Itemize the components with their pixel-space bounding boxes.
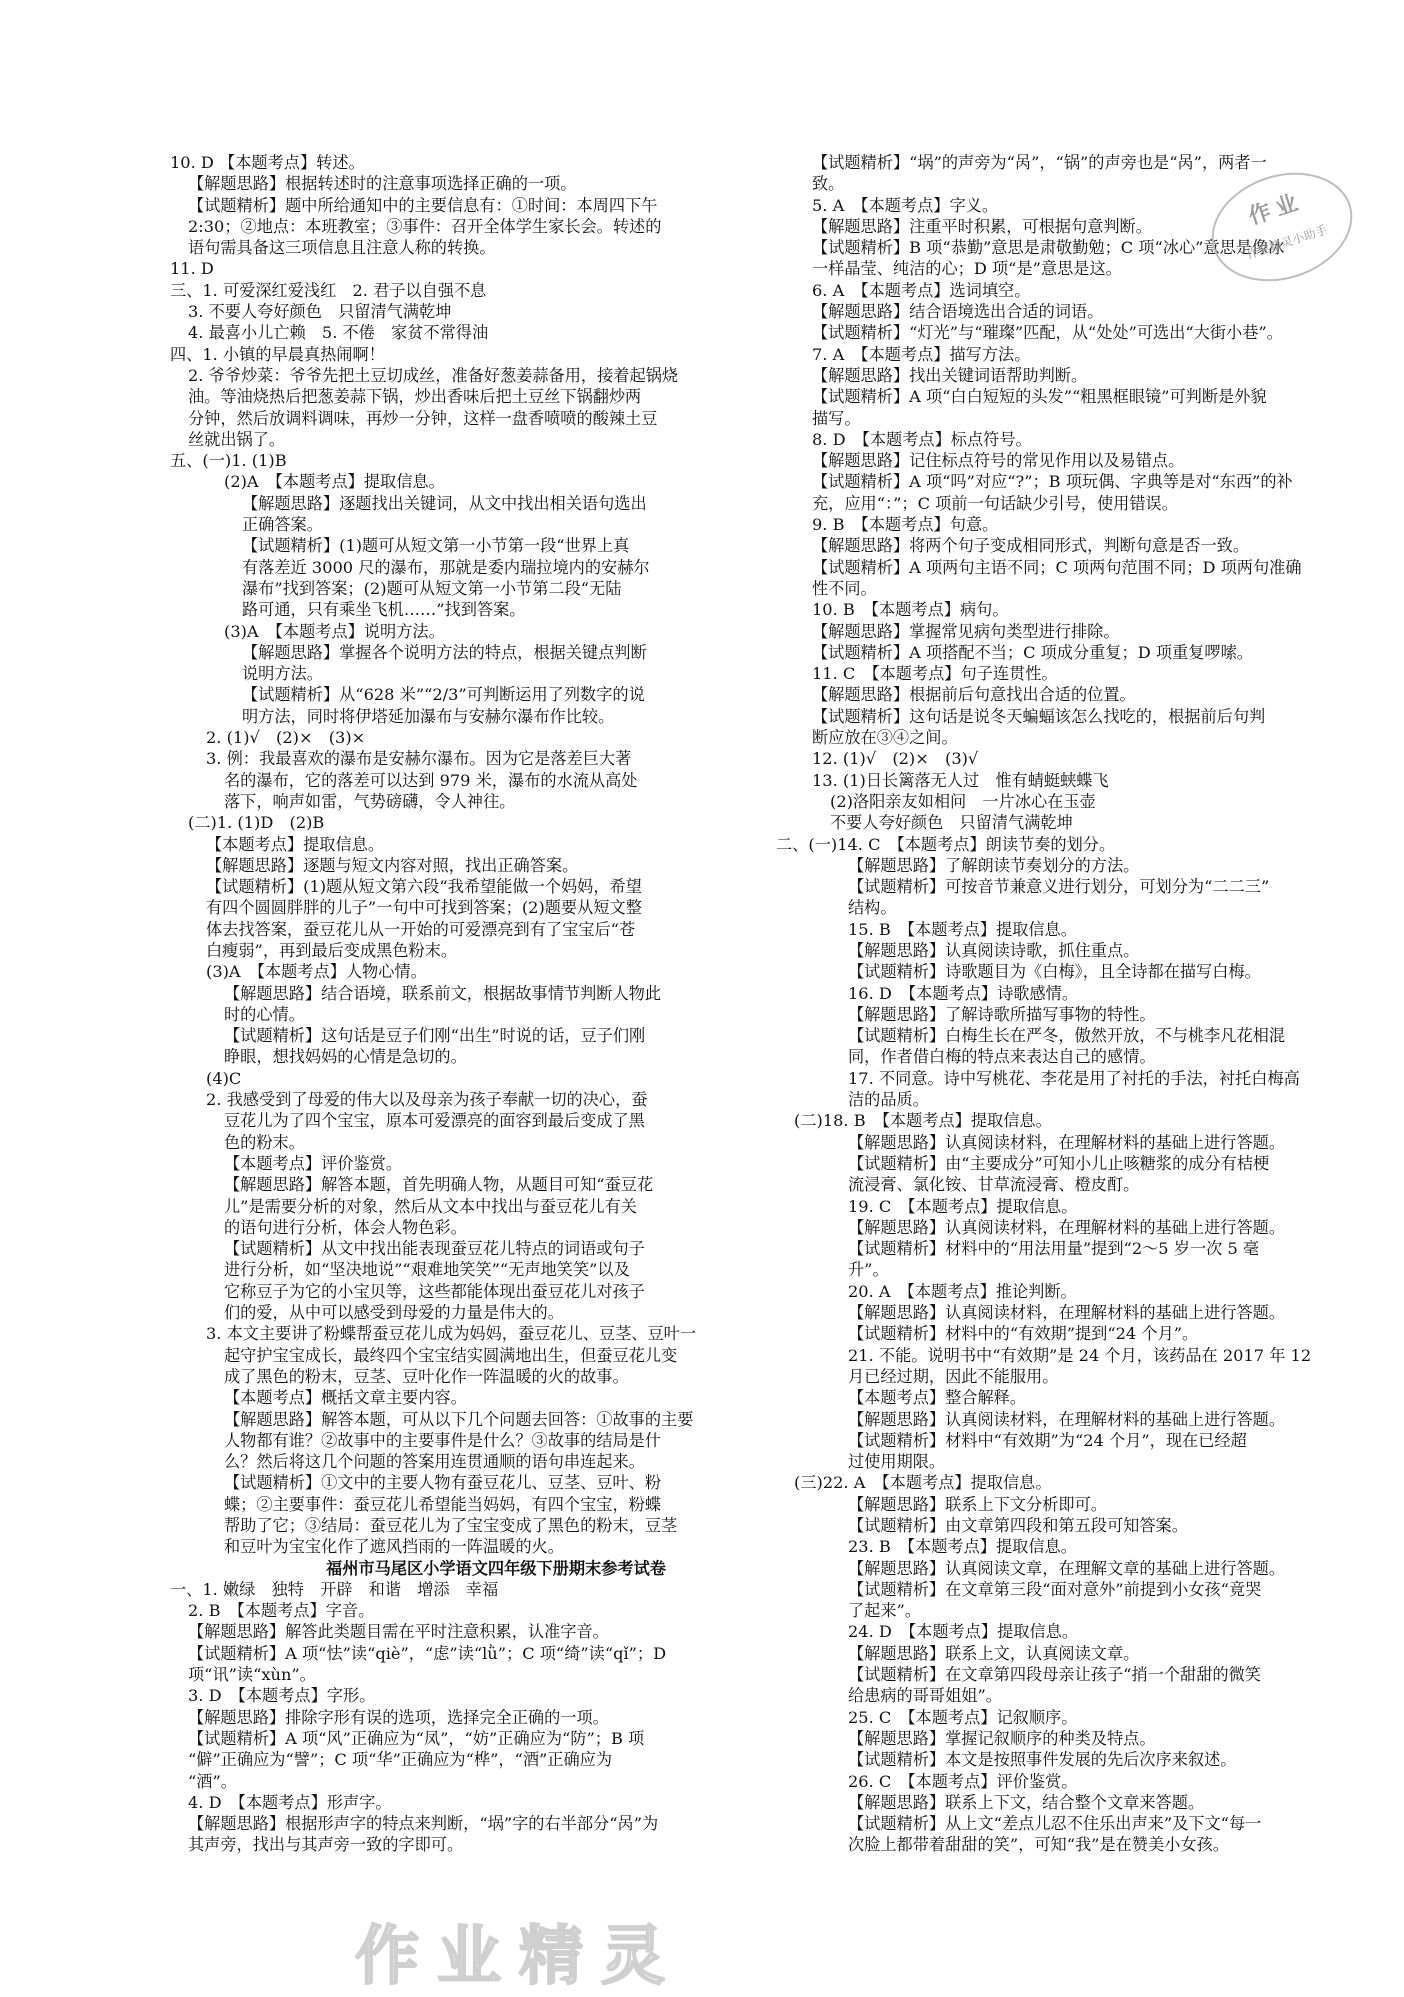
answer-line: 【解题思路】根据转述时的注意事项选择正确的一项。 [188,174,577,194]
answer-line: 【解题思路】掌握常见病句类型进行排除。 [812,621,1120,641]
answer-line: 23. B 【本题考点】提取信息。 [848,1537,1077,1557]
answer-line: 【解题思路】排除字形有误的选项，选择完全正确的一项。 [188,1707,609,1727]
answer-line: 【试题精析】A 项“白白短短的头发”“粗黑框眼镜”可判断是外貌 [812,387,1267,407]
answer-line: 【解题思路】联系上下文，结合整个文章来答题。 [848,1792,1205,1812]
answer-line: 11. C 【本题考点】句子连贯性。 [812,664,1058,684]
answer-line: 【解题思路】注重平时积累，可根据句意判断。 [812,216,1152,236]
answer-line: 3. 例：我最喜欢的瀑布是安赫尔瀑布。因为它是落差巨大著 [206,749,632,769]
answer-line: 有四个圆圆胖胖的儿子”一句中可找到答案；(2)题要从短文整 [206,898,642,918]
answer-line: 【试题精析】材料中的“用法用量”提到“2～5 岁一次 5 毫 [848,1239,1260,1259]
answer-line: 20. A 【本题考点】推论判断。 [848,1281,1077,1301]
answer-line: 【解题思路】掌握记叙顺序的种类及特点。 [848,1728,1156,1748]
answer-line: (二)18. B 【本题考点】提取信息。 [794,1111,1052,1131]
answer-line: 2:30；②地点：本班教室；③事件：召开全体学生家长会。转述的 [188,216,662,236]
answer-line: 和豆叶为宝宝化作了遮风挡雨的一阵温暖的火。 [224,1537,564,1557]
answer-line: 么？然后将这几个问题的答案用连贯通顺的语句串连起来。 [224,1452,645,1472]
answer-line: 路可通，只有乘坐飞机……”找到答案。 [242,600,526,620]
answer-line: 一样晶莹、纯洁的心；D 项“是”意思是这。 [812,259,1122,279]
answer-line: 【解题思路】根据形声字的特点来判断，“埚”字的右半部分“呙”为 [188,1814,659,1834]
answer-line: 15. B 【本题考点】提取信息。 [848,919,1077,939]
exam-title: 福州市马尾区小学语文四年级下册期末参考试卷 [326,1558,666,1578]
answer-line: 【解题思路】联系上下文分析即可。 [848,1494,1107,1514]
answer-line: 5. A 【本题考点】字义。 [812,195,999,215]
answer-line: 【试题精析】A 项搭配不当；C 项成分重复；D 项重复啰嗦。 [812,642,1253,662]
answer-line: 【试题精析】本文是按照事件发展的先后次序来叙述。 [848,1750,1237,1770]
answer-line: 洁的品质。 [848,1090,929,1110]
answer-line: 断应放在③④之间。 [812,728,958,748]
answer-line: 过使用期限。 [848,1452,946,1472]
answer-line: 充，应用“：”；C 项前一句话缺少引号，使用错误。 [812,493,1178,513]
answer-line: 3. D 【本题考点】字形。 [188,1686,376,1706]
answer-line: (二)1. (1)D (2)B [188,813,325,833]
answer-line: 【试题精析】①文中的主要人物有蚕豆花儿、豆茎、豆叶、粉 [224,1473,662,1493]
answer-line: 2. 我感受到了母爱的伟大以及母亲为孩子奉献一切的决心，蚕 [206,1090,648,1110]
answer-line: (2)洛阳亲友如相问 一片冰心在玉壶 [830,791,1096,811]
answer-line: 它称豆子为它的小宝贝等，这些都能体现出蚕豆花儿对孩子 [224,1281,645,1301]
answer-line: 【试题精析】A 项“怯”读“qiè”，“虑”读“lǜ”；C 项“绮”读“qǐ”；D [188,1643,667,1663]
answer-line: 【试题精析】“埚”的声旁为“呙”，“锅”的声旁也是“呙”，两者一 [812,153,1267,172]
answer-line: 【解题思路】解答本题，首先明确人物，从题目可知“蚕豆花 [224,1175,654,1195]
answer-line: 12. (1)√ (2)× (3)√ [812,749,979,769]
answer-line: 【试题精析】在文章第三段“面对意外”前提到小女孩“竟哭 [848,1579,1262,1599]
answer-line: 【试题精析】可按音节兼意义进行划分，可划分为“二二三” [848,877,1270,897]
answer-line: 儿”是需要分析的对象，然后从文本中找出与蚕豆花儿有关 [224,1196,637,1216]
answer-line: 【本题考点】概括文章主要内容。 [224,1388,467,1408]
answer-line: “酒”。 [188,1771,237,1791]
answer-line: 【解题思路】认真阅读材料，在理解材料的基础上进行答题。 [848,1303,1286,1323]
right-column [776,152,1340,1856]
answer-line: (三)22. A 【本题考点】提取信息。 [794,1473,1052,1493]
answer-line: 9. B 【本题考点】句意。 [812,515,999,535]
answer-line: 25. C 【本题考点】记叙顺序。 [848,1707,1078,1727]
answer-line: 【解题思路】找出关键词语帮助判断。 [812,365,1088,385]
answer-line: 白瘦弱”，再到最后变成黑色粉末。 [206,940,458,960]
answer-line: 【试题精析】题中所给通知中的主要信息有：①时间：本周四下午 [188,195,658,215]
answer-line: 【试题精析】由“主要成分”可知小儿止咳糖浆的成分有桔梗 [848,1153,1270,1173]
answer-line: 【试题精析】材料中的“有效期”提到“24 个月”。 [848,1324,1199,1344]
answer-line: 【试题精析】在文章第四段母亲让孩子“捎一个甜甜的微笑 [848,1665,1261,1685]
left-column [170,152,762,1856]
answer-line: 人物都有谁？②故事中的主要事件是什么？③故事的结局是什 [224,1430,662,1450]
answer-line: 有落差近 3000 尺的瀑布，那就是委内瑞拉境内的安赫尔 [242,557,650,577]
answer-line: 明方法，同时将伊塔延加瀑布与安赫尔瀑布作比较。 [242,706,615,726]
answer-line: 【解题思路】了解朗读节奏划分的方法。 [848,855,1140,875]
answer-line: 3. 不要人夸好颜色 只留清气满乾坤 [188,302,452,322]
answer-line: 睁眼，想找妈妈的心情是急切的。 [224,1047,467,1067]
answer-line: (4)C [206,1068,242,1088]
answer-line: 丝就出锅了。 [188,429,286,449]
stamp-line-1: 作业 [1245,188,1307,230]
answer-line: 描写。 [812,408,861,428]
answer-line: 24. D 【本题考点】提取信息。 [848,1622,1079,1642]
answer-line: 三、1. 可爱深红爱浅红 2. 君子以自强不息 [170,280,487,300]
answer-line: 【试题精析】诗歌题目为《白梅》，且全诗都在描写白梅。 [848,962,1261,982]
answer-line: 【试题精析】白梅生长在严冬，傲然开放，不与桃李凡花相混 [848,1026,1286,1046]
answer-line: 同，作者借白梅的特点来表达自己的感情。 [848,1047,1156,1067]
answer-line: 油。等油烧热后把葱姜蒜下锅，炒出香味后把土豆丝下锅翻炒两 [188,387,642,407]
answer-line: 【本题考点】整合解释。 [848,1388,1027,1408]
answer-line: 说明方法。 [242,664,323,684]
answer-line: 【试题精析】“灯光”与“璀璨”匹配，从“处处”可选出“大街小巷”。 [812,323,1283,343]
answer-line: 一、1. 嫩绿 独特 开辟 和谐 增添 幸福 [170,1579,499,1599]
answer-line: 【试题精析】(1)题从短文第六段“我希望能做一个妈妈，希望 [206,877,642,897]
answer-line: 【解题思路】联系上文，认真阅读文章。 [848,1643,1140,1663]
answer-line: 起守护宝宝成长，最终四个宝宝结实圆满地出生，但蚕豆花儿变 [224,1345,678,1365]
answer-line: 8. D 【本题考点】标点符号。 [812,429,1032,449]
answer-line: 3. 本文主要讲了粉蝶帮蚕豆花儿成为妈妈，蚕豆花儿、豆茎、豆叶一 [206,1324,697,1344]
answer-line: 其声旁，找出与其声旁一致的字即可。 [188,1835,464,1855]
answer-line: (3)A 【本题考点】人物心情。 [206,962,427,982]
answer-line: 四、1. 小镇的早晨真热闹啊！ [170,344,385,364]
answer-line: (2)A 【本题考点】提取信息。 [224,472,445,492]
answer-line: 7. A 【本题考点】描写方法。 [812,344,1031,364]
answer-line: 不要人夸好颜色 只留清气满乾坤 [830,813,1073,833]
answer-line: 蝶；②主要事件：蚕豆花儿希望能当妈妈，有四个宝宝，粉蝶 [224,1494,662,1514]
answer-line: 【试题精析】从文中找出能表现蚕豆花儿特点的词语或句子 [224,1239,645,1259]
answer-line: (3)A 【本题考点】说明方法。 [224,621,445,641]
answer-line: 【解题思路】掌握各个说明方法的特点，根据关键点判断 [242,642,647,662]
answer-line: 【本题考点】提取信息。 [206,834,385,854]
answer-line: 17. 不同意。诗中写桃花、李花是用了衬托的手法，衬托白梅高 [848,1068,1300,1088]
answer-line: 10. B 【本题考点】病句。 [812,600,1009,620]
answer-line: 二、(一)14. C 【本题考点】朗读节奏的划分。 [776,834,1116,854]
answer-line: 正确答案。 [242,515,323,535]
answer-line: 4. 最喜小儿亡赖 5. 不倦 家贫不常得油 [188,323,489,343]
answer-line: 【试题精析】这句话是说冬天蝙蝠该怎么找吃的，根据前后句判 [812,706,1266,726]
answer-line: 19. C 【本题考点】提取信息。 [848,1196,1078,1216]
answer-line: 【解题思路】根据前后句意找出合适的位置。 [812,685,1136,705]
answer-line: 的语句进行分析，体会人物色彩。 [224,1217,467,1237]
answer-line: 时的心情。 [224,1004,305,1024]
answer-line: 【试题精析】A 项两句主语不同；C 项两句范围不同；D 项两句准确 [812,557,1302,577]
answer-line: 【解题思路】认真阅读材料，在理解材料的基础上进行答题。 [848,1409,1286,1429]
answer-line: 【试题精析】由文章第四段和第五段可知答案。 [848,1516,1188,1535]
answer-line: 【解题思路】认真阅读材料，在理解材料的基础上进行答题。 [848,1132,1286,1152]
answer-line: 进行分析，如“坚决地说”“艰难地笑笑”“无声地笑笑”以及 [224,1260,630,1280]
answer-line: 致。 [812,174,845,194]
answer-line: 【解题思路】将两个句子变成相同形式，判断句意是否一致。 [812,536,1250,556]
answer-line: 语句需具备这三项信息且注意人称的转换。 [188,238,496,258]
answer-line: 4. D 【本题考点】形声字。 [188,1792,392,1812]
answer-line: 【解题思路】认真阅读材料，在理解材料的基础上进行答题。 [848,1217,1286,1237]
answer-line: 【解题思路】记住标点符号的常见作用以及易错点。 [812,451,1185,471]
answer-line: 【试题精析】A 项“风”正确应为“凤”，“妨”正确应为“防”；B 项 [188,1728,645,1748]
answer-line: 次脸上都带着甜甜的笑”，可知“我”是在赞美小女孩。 [848,1835,1229,1855]
answer-line: 11. D [170,259,214,279]
answer-line: 2. (1)√ (2)× (3)× [206,728,366,748]
answer-line: 【解题思路】解答此类题目需在平时注意积累，认准字音。 [188,1622,609,1642]
answer-line: 分钟，然后放调料调味，再炒一分钟，这样一盘香喷喷的酸辣土豆 [188,408,658,428]
answer-line: 【试题精析】B 项“恭勤”意思是肃敬勤勉；C 项“冰心”意思是像冰 [812,238,1285,258]
watermark: 作业精灵 [355,1920,683,1994]
answer-line: 成了黑色的粉末，豆茎、豆叶化作一阵温暖的火的故事。 [224,1366,629,1386]
answer-line: 流浸膏、氯化铵、甘草流浸膏、橙皮酊。 [848,1175,1140,1195]
answer-line: 结构。 [848,898,897,918]
answer-line: 2. B 【本题考点】字音。 [188,1601,375,1621]
answer-line: 瀑布”找到答案；(2)题可从短文第一小节第二段“无陆 [242,578,622,598]
answer-line: 给患病的哥哥姐姐”。 [848,1686,1002,1706]
answer-line: 10. D 【本题考点】转述。 [170,153,365,172]
answer-line: 【解题思路】了解诗歌所描写事物的特性。 [848,1004,1156,1024]
answer-line: 【解题思路】认真阅读诗歌，抓住重点。 [848,940,1140,960]
answer-line: 13. (1)日长篱落无人过 惟有蜻蜓蛱蝶飞 [812,770,1109,790]
answer-line: 了起来”。 [848,1601,922,1621]
answer-line: 【解题思路】逐题找出关键词，从文中找出相关语句选出 [242,493,647,513]
answer-line: 月已经过期，因此不能服用。 [848,1366,1059,1386]
answer-line: 升”。 [848,1260,889,1280]
answer-line: 名的瀑布，它的落差可以达到 979 米，瀑布的水流从高处 [224,770,638,790]
answer-line: 【试题精析】从“628 米”“2/3”可判断运用了列数字的说 [242,685,645,705]
answer-line: 【试题精析】A 项“吗”对应“?”；B 项玩偶、字典等是对“东西”的补 [812,472,1293,492]
answer-line: 【试题精析】从上文“差点儿忍不住乐出声来”及下文“每一 [848,1814,1262,1834]
answer-line: 性不同。 [812,578,877,598]
answer-line: 16. D 【本题考点】诗歌感情。 [848,983,1079,1003]
answer-line: 们的爱，从中可以感受到母爱的力量是伟大的。 [224,1303,564,1323]
answer-line: 色的粉末。 [224,1132,305,1152]
answer-line: 【解题思路】结合语境，联系前文，根据故事情节判断人物此 [224,983,662,1003]
answer-line: 豆花儿为了四个宝宝，原本可爱漂亮的面容到最后变成了黑 [224,1111,645,1131]
answer-line: 【解题思路】认真阅读文章，在理解文章的基础上进行答题。 [848,1558,1286,1578]
answer-line: 6. A 【本题考点】选词填空。 [812,280,1031,300]
answer-line: 落下，响声如雷，气势磅礴，令人神往。 [224,791,516,811]
answer-line: 21. 不能。说明书中“有效期”是 24 个月，该药品在 2017 年 12 [848,1345,1312,1365]
answer-line: 【试题精析】(1)题可从短文第一小节第一段“世界上真 [242,536,630,556]
answer-line: 【试题精析】这句话是豆子们刚“出生”时说的话，豆子们刚 [224,1026,646,1046]
answer-line: 五、(一)1. (1)B [170,451,287,471]
answer-line: 2. 爷爷炒菜：爷爷先把土豆切成丝，准备好葱姜蒜备用，接着起锅烧 [188,365,679,385]
answer-line: 【解题思路】结合语境选出合适的词语。 [812,302,1104,322]
answer-line: “僻”正确应为“譬”；C 项“华”正确应为“桦”，“酒”正确应为 [188,1750,613,1770]
answer-line: 【试题精析】材料中“有效期”为“24 个月”，现在已经超 [848,1430,1247,1450]
answer-line: 【解题思路】逐题与短文内容对照，找出正确答案。 [206,855,579,875]
answer-line: 【本题考点】评价鉴赏。 [224,1153,403,1173]
answer-line: 项“讯”读“xùn”。 [188,1665,316,1685]
answer-line: 帮助了它；③结局：蚕豆花儿为了宝宝变成了黑色的粉末，豆茎 [224,1516,678,1535]
answer-line: 体去找答案，蚕豆花儿从一开始的可爱漂亮到有了宝宝后“苍 [206,919,636,939]
stamp-line-2: 作业精灵小助手 [1244,222,1330,262]
answer-line: 26. C 【本题考点】评价鉴赏。 [848,1771,1078,1791]
answer-line: 【解题思路】解答本题，可从以下几个问题去回答：①故事的主要 [224,1409,694,1429]
